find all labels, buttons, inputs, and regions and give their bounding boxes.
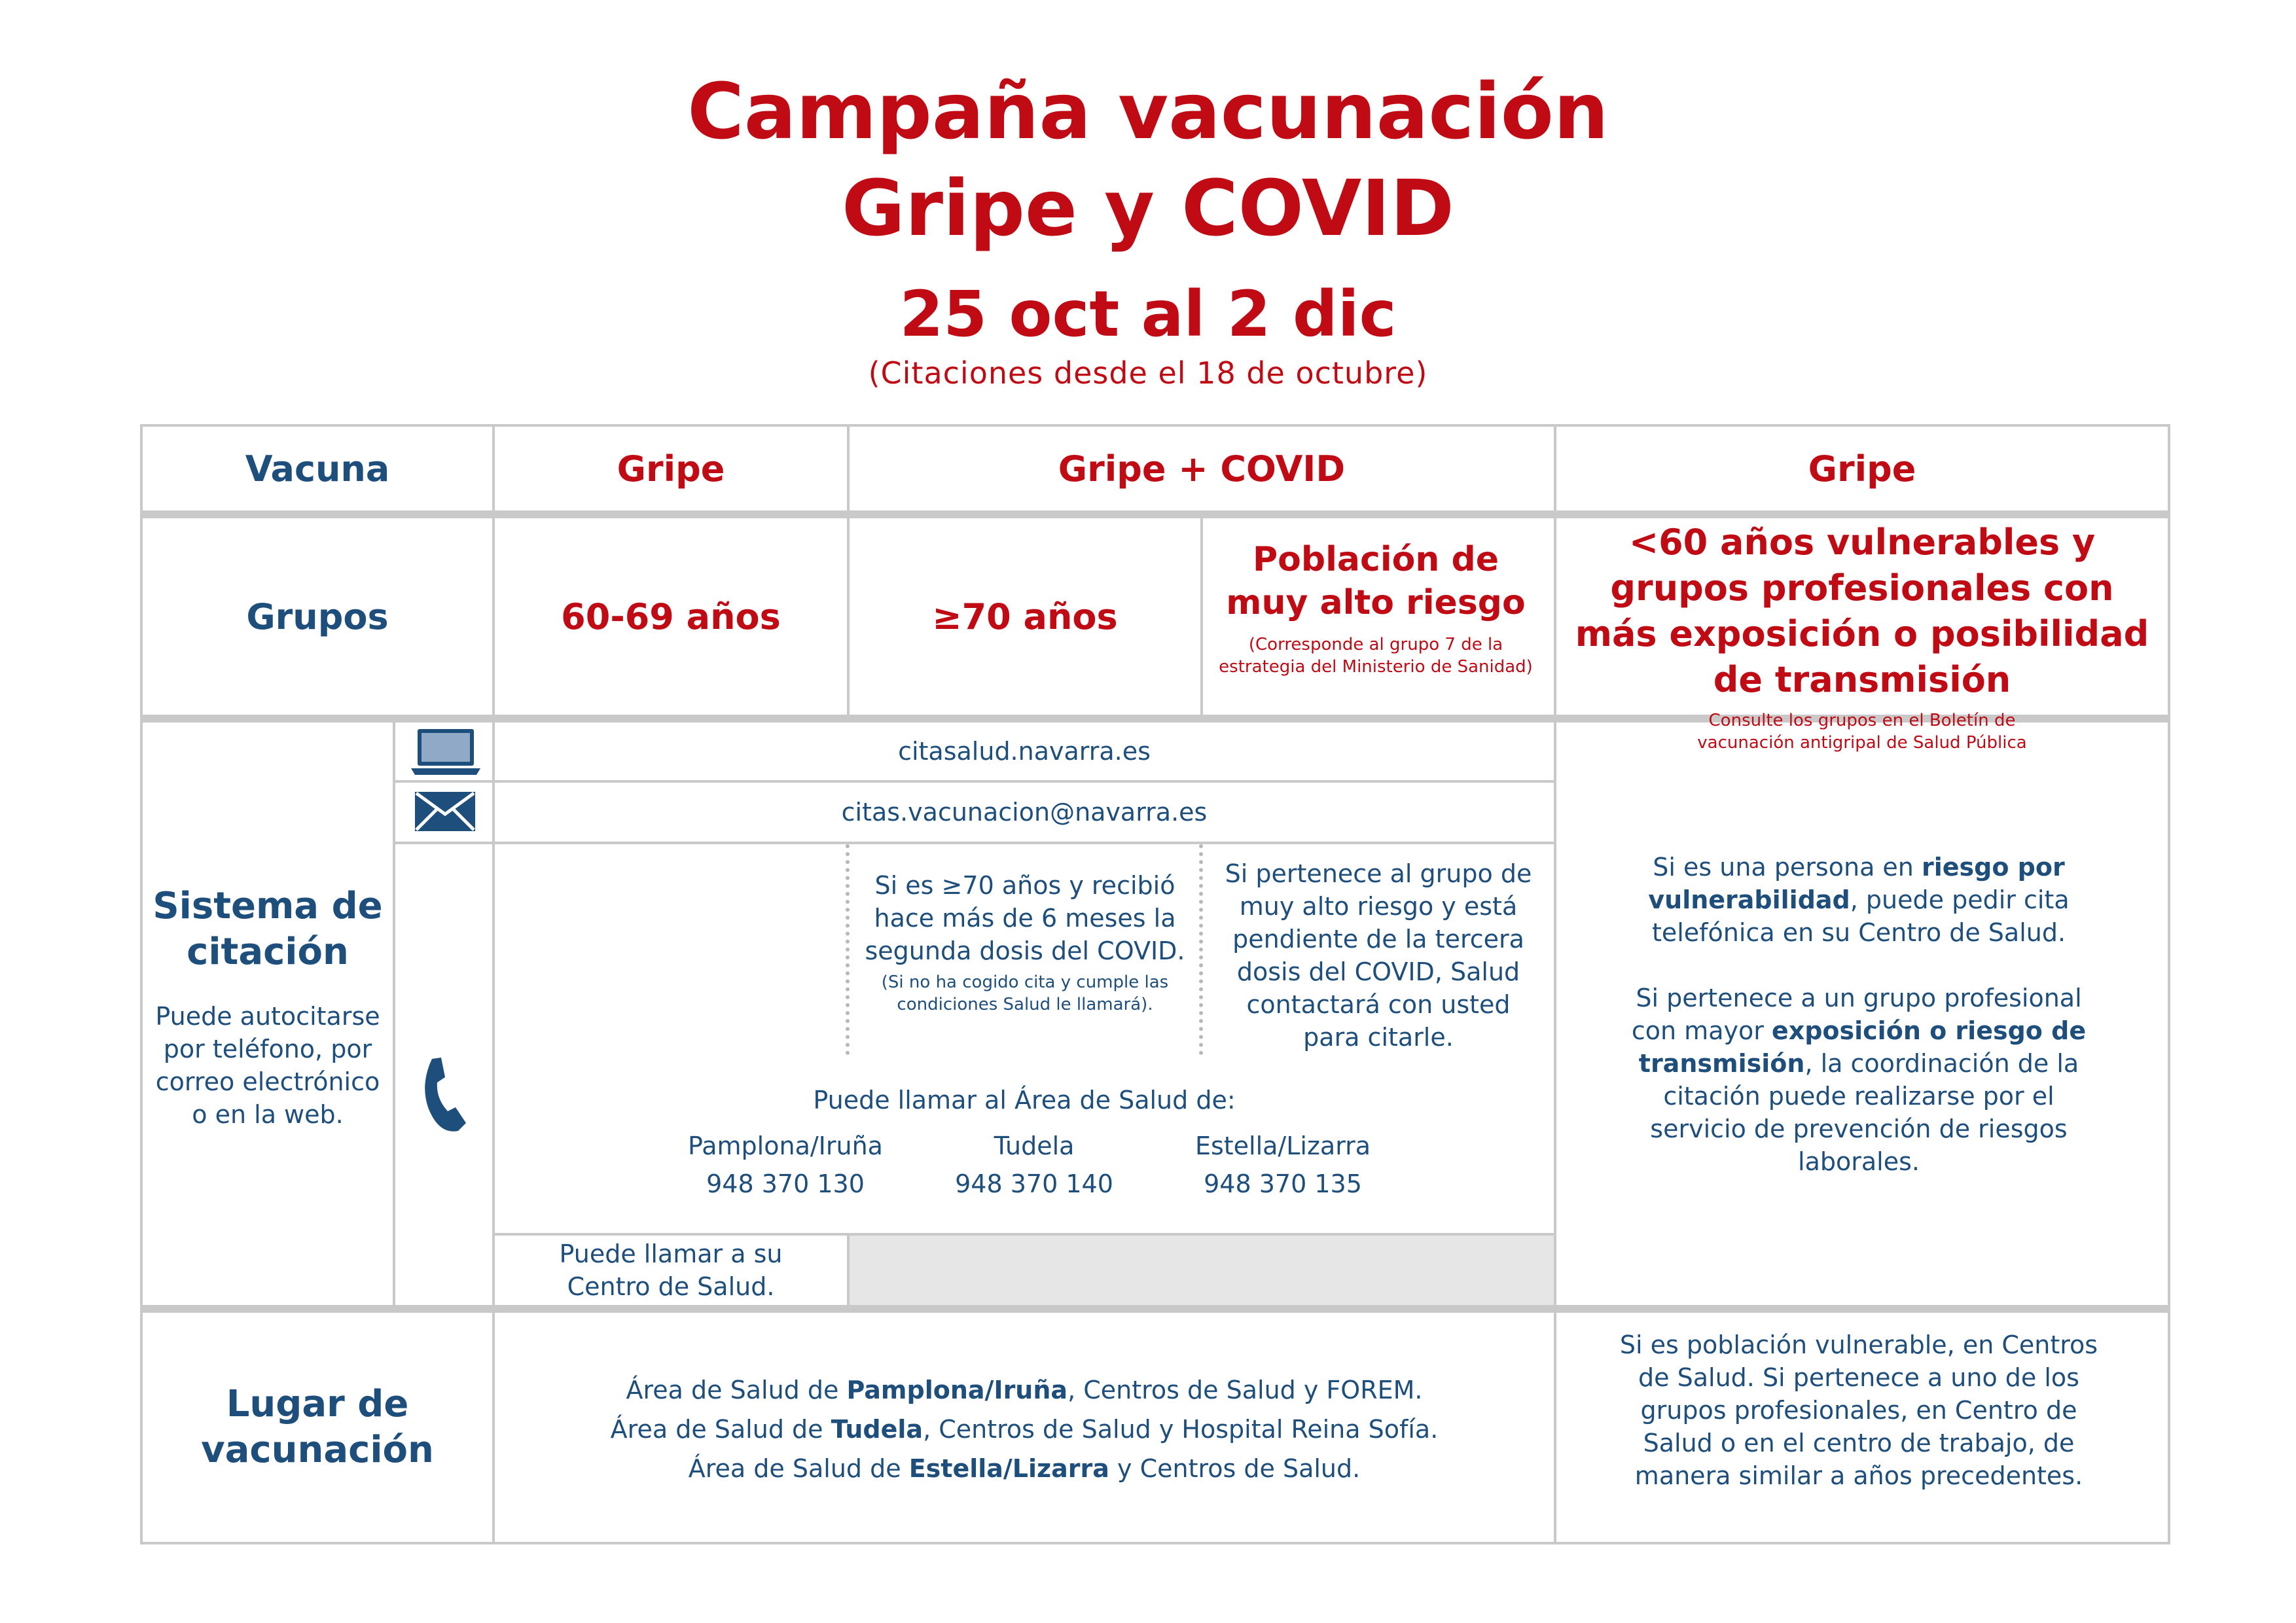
header-gripe-label: Gripe bbox=[617, 448, 725, 490]
area-name: Pamplona/Iruña bbox=[688, 1132, 883, 1160]
area-pamplona bbox=[674, 1130, 897, 1200]
dotted-divider bbox=[1199, 844, 1203, 1055]
column-line bbox=[1554, 424, 1556, 1544]
web-link[interactable] bbox=[495, 722, 1554, 780]
lugar-line bbox=[495, 1449, 1554, 1488]
lugar-list bbox=[495, 1370, 1554, 1488]
row-separator bbox=[140, 510, 2170, 518]
grupos-label bbox=[143, 518, 492, 715]
empty-cell bbox=[850, 1236, 1554, 1305]
page-title-line1: Campaña vacunación bbox=[687, 66, 1609, 156]
area-phone[interactable]: 948 370 140 bbox=[955, 1169, 1113, 1198]
column-line bbox=[393, 722, 395, 1305]
group-alto-riesgo bbox=[1212, 538, 1539, 678]
row-line bbox=[393, 842, 1556, 844]
bold-span: Tudela bbox=[831, 1415, 924, 1444]
bold-span: Estella/Lizarra bbox=[908, 1454, 1109, 1483]
lugar-right: Si es población vulnerable, en Centros de Salud. Si pertenece a uno de los grupos profesionales, en Centro de Salud o en el centro de trabajo, de manera similar a años precedentes. bbox=[1619, 1330, 2098, 1490]
area-phone[interactable]: 948 370 130 bbox=[706, 1169, 865, 1198]
email-link-text[interactable]: citas.vacunacion@navarra.es bbox=[841, 798, 1208, 827]
phone-70-info bbox=[861, 869, 1189, 1016]
lugar-line bbox=[495, 1410, 1554, 1449]
group-60-69-text: 60-69 años bbox=[561, 596, 781, 637]
bold-span: riesgo por vulnerabilidad bbox=[1648, 853, 2065, 914]
phone-alto-riesgo-info: Si pertenece al grupo de muy alto riesgo y está pendiente de la tercera dosis del COVID, Salud contactará con usted para citarle. bbox=[1225, 859, 1532, 1052]
area-call-label: Puede llamar al Área de Salud de: bbox=[813, 1086, 1236, 1115]
area-name: Tudela bbox=[994, 1132, 1075, 1160]
area-phone[interactable]: 948 370 135 bbox=[1204, 1169, 1362, 1198]
group-60-69 bbox=[495, 518, 847, 715]
phone-70-text: Si es ≥70 años y recibió hace más de 6 meses la segunda dosis del COVID. bbox=[865, 871, 1185, 965]
group-70-text: ≥70 años bbox=[932, 596, 1118, 637]
bold-span: exposición o riesgo de transmisión bbox=[1638, 1016, 2087, 1078]
group-vulnerables bbox=[1571, 520, 2153, 754]
phone-70-note: (Si no ha cogido cita y cumple las condiciones Salud le llamará). bbox=[881, 972, 1169, 1014]
area-name: Estella/Lizarra bbox=[1194, 1132, 1371, 1160]
web-link-text[interactable]: citasalud.navarra.es bbox=[898, 737, 1151, 766]
lugar-label-cell bbox=[143, 1313, 492, 1542]
text-span: Área de Salud de bbox=[688, 1454, 909, 1483]
header-vacuna bbox=[143, 427, 492, 510]
column-line bbox=[1200, 518, 1203, 715]
group-vulnerables-note: Consulte los grupos en el Boletín de vacunación antigripal de Salud Pública bbox=[1697, 711, 2027, 753]
text-span: , Centros de Salud y Hospital Reina Sofía. bbox=[923, 1415, 1439, 1444]
mail-icon bbox=[414, 791, 476, 832]
text-span: Área de Salud de bbox=[610, 1415, 831, 1444]
text-span: Área de Salud de bbox=[626, 1376, 847, 1404]
lugar-line bbox=[495, 1370, 1554, 1410]
text-span: , puede pedir cita telefónica en su Centro de Salud. bbox=[1651, 885, 2070, 947]
sistema-description: Puede autocitarse por teléfono, por correo electrónico o en la web. bbox=[155, 1002, 380, 1129]
area-tudela bbox=[936, 1130, 1132, 1200]
text-span: Si es una persona en bbox=[1653, 853, 1922, 882]
grupos-label-text: Grupos bbox=[246, 596, 389, 637]
dotted-divider bbox=[846, 844, 850, 1055]
campaign-dates: 25 oct al 2 dic bbox=[899, 277, 1397, 351]
laptop-icon bbox=[410, 726, 482, 776]
header-gripe-covid bbox=[850, 427, 1554, 510]
centro-call-text: Puede llamar a su Centro de Salud. bbox=[559, 1240, 783, 1301]
right-vulnerability-para bbox=[1617, 851, 2101, 949]
header-gripe-covid-label: Gripe + COVID bbox=[1058, 448, 1346, 490]
text-span: Si pertenece a un grupo profesional con mayor bbox=[1631, 984, 2082, 1045]
header-vacuna-label: Vacuna bbox=[245, 448, 390, 490]
group-alto-riesgo-title: Población de muy alto riesgo bbox=[1226, 540, 1526, 622]
citation-start-note: (Citaciones desde el 18 de octubre) bbox=[868, 355, 1428, 391]
page-title-line2: Gripe y COVID bbox=[842, 163, 1454, 253]
email-link[interactable] bbox=[495, 783, 1554, 842]
sistema-label-block bbox=[148, 883, 387, 1131]
sistema-label: Sistema de citación bbox=[152, 885, 383, 973]
row-separator bbox=[140, 1305, 2170, 1313]
header-gripe bbox=[495, 427, 847, 510]
right-citation-info bbox=[1617, 851, 2101, 1178]
text-span: , la coordinación de la citación puede realizarse por el servicio de prevención de riesgos laborales. bbox=[1650, 1049, 2079, 1176]
phone-icon bbox=[419, 1055, 469, 1136]
header-gripe-right-label: Gripe bbox=[1808, 448, 1916, 490]
text-span: , Centros de Salud y FOREM. bbox=[1067, 1376, 1423, 1404]
area-estella bbox=[1172, 1130, 1394, 1200]
header-gripe-right bbox=[1556, 427, 2168, 510]
lugar-label: Lugar de vacunación bbox=[201, 1383, 434, 1471]
area-phone-list bbox=[674, 1130, 1394, 1200]
right-professional-para bbox=[1617, 982, 2101, 1178]
group-70 bbox=[850, 518, 1200, 715]
centro-call-cell bbox=[495, 1236, 847, 1305]
text-span: y Centros de Salud. bbox=[1109, 1454, 1361, 1483]
group-alto-riesgo-note: (Corresponde al grupo 7 de la estrategia del Ministerio de Sanidad) bbox=[1219, 635, 1533, 677]
bold-span: Pamplona/Iruña bbox=[846, 1376, 1068, 1404]
group-vulnerables-title: <60 años vulnerables y grupos profesionales con más exposición o posibilidad de transmisión bbox=[1575, 522, 2149, 700]
